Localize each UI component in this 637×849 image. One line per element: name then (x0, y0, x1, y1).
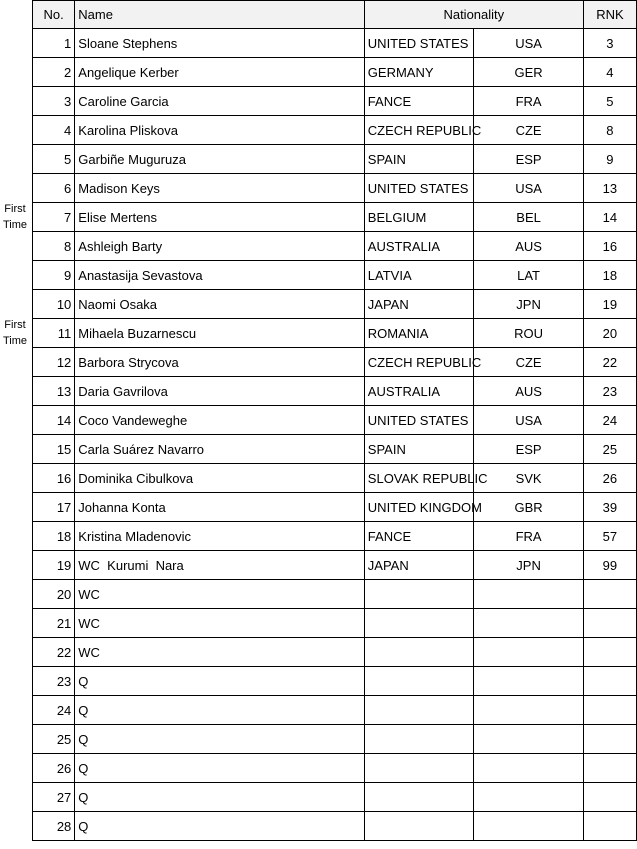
cell-nationality: SPAIN (364, 145, 474, 174)
first-time-note: First Time (2, 203, 28, 231)
cell-name: Q (75, 783, 365, 812)
cell-no: 24 (33, 696, 75, 725)
cell-name: WC (75, 638, 365, 667)
table-row (33, 348, 637, 377)
cell-country-code: ESP (474, 435, 584, 464)
cell-rank: 19 (583, 290, 636, 319)
cell-rank: 24 (583, 406, 636, 435)
cell-no: 20 (33, 580, 75, 609)
cell-country-code: SVK (474, 464, 584, 493)
cell-name: Q (75, 812, 365, 841)
cell-country-code: FRA (474, 522, 584, 551)
cell-country-code: USA (474, 29, 584, 58)
table-row (33, 377, 637, 406)
cell-nationality: UNITED STATES (364, 29, 474, 58)
cell-name: Q (75, 667, 365, 696)
cell-rank: 8 (583, 116, 636, 145)
cell-nationality (364, 754, 474, 783)
cell-country-code: ESP (474, 145, 584, 174)
cell-nationality (364, 638, 474, 667)
cell-rank: 23 (583, 377, 636, 406)
cell-no: 3 (33, 87, 75, 116)
cell-nationality: SPAIN (364, 435, 474, 464)
cell-nationality: FANCE (364, 522, 474, 551)
table-row (33, 232, 637, 261)
cell-no: 11 (33, 319, 75, 348)
cell-nationality: AUSTRALIA (364, 232, 474, 261)
header-nationality: Nationality (364, 1, 583, 29)
cell-no: 12 (33, 348, 75, 377)
cell-name: Elise Mertens (75, 203, 365, 232)
cell-nationality: BELGIUM (364, 203, 474, 232)
cell-name: Naomi Osaka (75, 290, 365, 319)
cell-nationality: JAPAN (364, 551, 474, 580)
cell-country-code (474, 725, 584, 754)
cell-rank (583, 638, 636, 667)
cell-country-code (474, 609, 584, 638)
cell-name: WC Kurumi Nara (75, 551, 365, 580)
cell-rank (583, 609, 636, 638)
cell-name: Q (75, 725, 365, 754)
cell-nationality: CZECH REPUBLIC (364, 348, 474, 377)
cell-country-code: FRA (474, 87, 584, 116)
table-row (33, 435, 637, 464)
cell-country-code: JPN (474, 551, 584, 580)
cell-rank: 14 (583, 203, 636, 232)
cell-name: Angelique Kerber (75, 58, 365, 87)
cell-country-code (474, 638, 584, 667)
cell-country-code (474, 580, 584, 609)
cell-name: Anastasija Sevastova (75, 261, 365, 290)
cell-rank: 26 (583, 464, 636, 493)
cell-nationality: GERMANY (364, 58, 474, 87)
cell-name: Garbiñe Muguruza (75, 145, 365, 174)
cell-rank: 22 (583, 348, 636, 377)
cell-country-code: USA (474, 174, 584, 203)
cell-no: 9 (33, 261, 75, 290)
cell-no: 2 (33, 58, 75, 87)
first-time-note: First Time (2, 319, 28, 347)
cell-nationality: SLOVAK REPUBLIC (364, 464, 474, 493)
cell-rank: 5 (583, 87, 636, 116)
cell-rank: 4 (583, 58, 636, 87)
table-row (33, 493, 637, 522)
cell-no: 27 (33, 783, 75, 812)
table-row (33, 551, 637, 580)
cell-name: Mihaela Buzarnescu (75, 319, 365, 348)
cell-name: Q (75, 754, 365, 783)
table-row (33, 783, 637, 812)
cell-no: 16 (33, 464, 75, 493)
cell-rank: 39 (583, 493, 636, 522)
cell-no: 10 (33, 290, 75, 319)
cell-country-code: AUS (474, 377, 584, 406)
cell-country-code (474, 667, 584, 696)
cell-nationality: UNITED KINGDOM (364, 493, 474, 522)
cell-rank: 18 (583, 261, 636, 290)
cell-no: 19 (33, 551, 75, 580)
table-row (33, 754, 637, 783)
cell-rank: 57 (583, 522, 636, 551)
cell-no: 28 (33, 812, 75, 841)
table-row (33, 319, 637, 348)
cell-country-code: ROU (474, 319, 584, 348)
cell-no: 14 (33, 406, 75, 435)
cell-nationality (364, 783, 474, 812)
cell-country-code: USA (474, 406, 584, 435)
header-name: Name (75, 1, 365, 29)
cell-country-code: CZE (474, 348, 584, 377)
cell-no: 7 (33, 203, 75, 232)
cell-rank (583, 812, 636, 841)
cell-name: Dominika Cibulkova (75, 464, 365, 493)
cell-name: Ashleigh Barty (75, 232, 365, 261)
cell-nationality (364, 696, 474, 725)
cell-name: Q (75, 696, 365, 725)
cell-name: Kristina Mladenovic (75, 522, 365, 551)
cell-name: WC (75, 580, 365, 609)
cell-rank: 13 (583, 174, 636, 203)
cell-name: WC (75, 609, 365, 638)
header-rank: RNK (583, 1, 636, 29)
cell-country-code (474, 696, 584, 725)
table-row (33, 58, 637, 87)
cell-nationality: CZECH REPUBLIC (364, 116, 474, 145)
cell-name: Madison Keys (75, 174, 365, 203)
cell-rank (583, 580, 636, 609)
cell-nationality: UNITED STATES (364, 174, 474, 203)
cell-country-code: JPN (474, 290, 584, 319)
cell-rank: 20 (583, 319, 636, 348)
table-row (33, 406, 637, 435)
cell-name: Daria Gavrilova (75, 377, 365, 406)
cell-nationality: ROMANIA (364, 319, 474, 348)
cell-country-code (474, 783, 584, 812)
table-row (33, 87, 637, 116)
table-row (33, 638, 637, 667)
cell-no: 22 (33, 638, 75, 667)
table-row (33, 145, 637, 174)
cell-no: 17 (33, 493, 75, 522)
cell-nationality (364, 725, 474, 754)
header-row (33, 1, 637, 29)
cell-no: 23 (33, 667, 75, 696)
cell-no: 26 (33, 754, 75, 783)
cell-name: Carla Suárez Navarro (75, 435, 365, 464)
cell-country-code (474, 812, 584, 841)
cell-country-code: AUS (474, 232, 584, 261)
table-row (33, 580, 637, 609)
cell-rank: 3 (583, 29, 636, 58)
cell-nationality: AUSTRALIA (364, 377, 474, 406)
cell-name: Karolina Pliskova (75, 116, 365, 145)
table-row (33, 522, 637, 551)
cell-no: 21 (33, 609, 75, 638)
cell-nationality (364, 609, 474, 638)
cell-no: 13 (33, 377, 75, 406)
table-row (33, 174, 637, 203)
cell-country-code: BEL (474, 203, 584, 232)
cell-country-code: CZE (474, 116, 584, 145)
cell-rank (583, 725, 636, 754)
cell-rank: 9 (583, 145, 636, 174)
table-row (33, 203, 637, 232)
entry-list-table (32, 0, 637, 841)
header-no: No. (33, 1, 75, 29)
table-row (33, 696, 637, 725)
cell-name: Johanna Konta (75, 493, 365, 522)
cell-rank (583, 783, 636, 812)
table-row (33, 290, 637, 319)
table-row (33, 609, 637, 638)
cell-nationality: JAPAN (364, 290, 474, 319)
cell-rank (583, 696, 636, 725)
cell-no: 18 (33, 522, 75, 551)
cell-no: 8 (33, 232, 75, 261)
cell-rank (583, 754, 636, 783)
cell-nationality (364, 812, 474, 841)
cell-rank (583, 667, 636, 696)
cell-name: Sloane Stephens (75, 29, 365, 58)
table-row (33, 667, 637, 696)
cell-name: Barbora Strycova (75, 348, 365, 377)
cell-no: 6 (33, 174, 75, 203)
cell-country-code: LAT (474, 261, 584, 290)
cell-nationality (364, 580, 474, 609)
cell-nationality (364, 667, 474, 696)
table-row (33, 464, 637, 493)
table-row (33, 725, 637, 754)
cell-rank: 99 (583, 551, 636, 580)
table-row (33, 29, 637, 58)
cell-nationality: FANCE (364, 87, 474, 116)
cell-rank: 16 (583, 232, 636, 261)
cell-no: 15 (33, 435, 75, 464)
table-row (33, 261, 637, 290)
cell-no: 25 (33, 725, 75, 754)
cell-nationality: UNITED STATES (364, 406, 474, 435)
cell-country-code (474, 754, 584, 783)
cell-rank: 25 (583, 435, 636, 464)
cell-no: 5 (33, 145, 75, 174)
cell-name: Caroline Garcia (75, 87, 365, 116)
cell-no: 4 (33, 116, 75, 145)
cell-nationality: LATVIA (364, 261, 474, 290)
cell-country-code: GER (474, 58, 584, 87)
table-row (33, 812, 637, 841)
cell-name: Coco Vandeweghe (75, 406, 365, 435)
table-row (33, 116, 637, 145)
cell-country-code: GBR (474, 493, 584, 522)
cell-no: 1 (33, 29, 75, 58)
